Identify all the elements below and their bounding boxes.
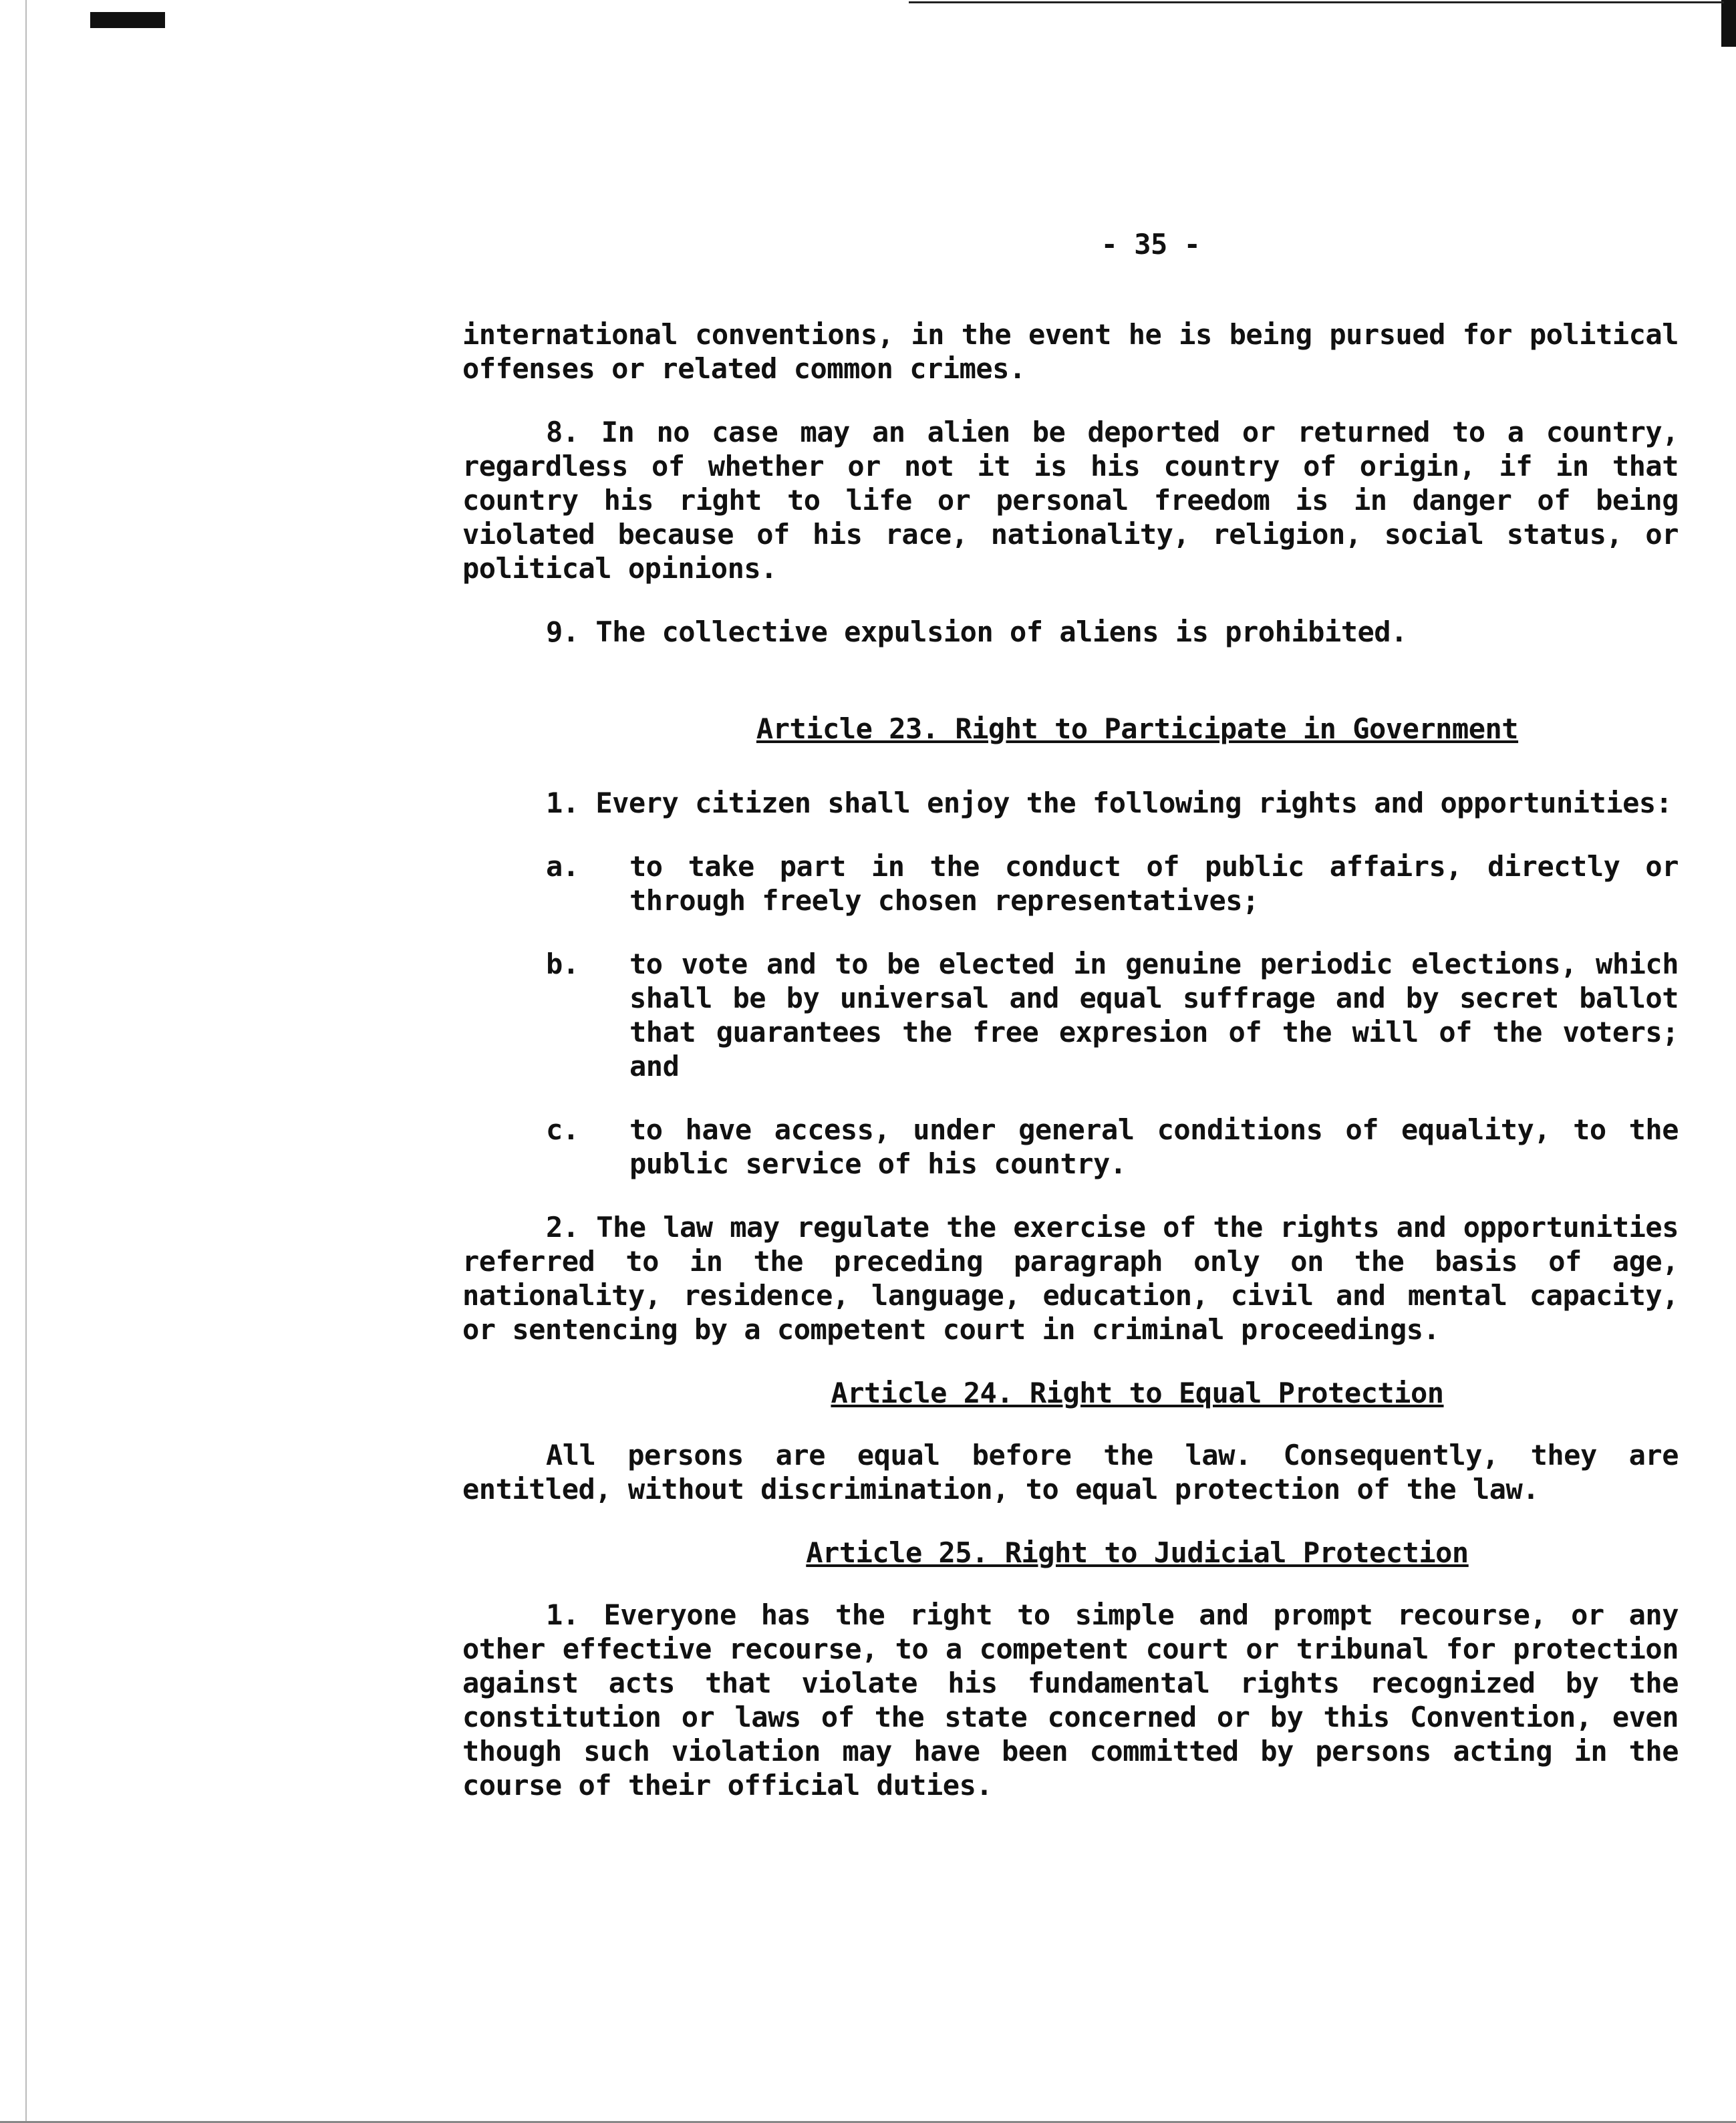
article-25-paragraph-1: 1. Everyone has the right to simple and prompt recourse, or any other effective recourse, to a competent court or tribunal for protection against acts that violate his fundamental rights recognized by the constitution or laws of the state concerned or by this Convention, even though such violation may have been committed by persons acting in the course of their official duties. [462, 1598, 1679, 1802]
list-item-label: c. [546, 1113, 579, 1146]
article-23-paragraph-1: 1. Every citizen shall enjoy the following rights and opportunities: [546, 787, 1673, 819]
article-25-heading: Article 25. Right to Judicial Protection [806, 1536, 1469, 1569]
paragraph-8: 8. In no case may an alien be deported or returned to a country, regardless of whether or not it is his country of origin, if in that country his right to life or personal freedom is in danger of being violated because of his race, nationality, religion, social status, or political opinions. [462, 416, 1679, 585]
list-item-text: to vote and to be elected in genuine periodic elections, which shall be by universal and equal suffrage and by secret ballot that guarantees the free expresion of the will of the voters; and [629, 948, 1679, 1083]
list-item-label: b. [546, 948, 579, 980]
article-23-heading: Article 23. Right to Participate in Government [756, 712, 1519, 745]
list-item [546, 1113, 1679, 1181]
scan-edge [909, 1, 1724, 3]
list-item-text: to take part in the conduct of public affairs, directly or through freely chosen representatives; [629, 850, 1679, 917]
article-24-heading: Article 24. Right to Equal Protection [831, 1377, 1444, 1409]
list-item-label: a. [546, 850, 579, 883]
article-24-paragraph: All persons are equal before the law. Consequently, they are entitled, without discrimination, to equal protection of the law. [462, 1439, 1679, 1506]
paragraph-9: 9. The collective expulsion of aliens is prohibited. [546, 615, 1407, 648]
list-item [546, 947, 1679, 1083]
scan-edge [25, 0, 27, 2123]
document-page [462, 227, 1679, 1832]
article-23-paragraph-2: 2. The law may regulate the exercise of the rights and opportunities referred to in the preceding paragraph only on the basis of age, nationality, residence, language, education, civil and mental capacity, or sentencing by a competent court in criminal proceedings. [462, 1211, 1679, 1346]
paragraph-continued: international conventions, in the event he is being pursued for political offenses or related common crimes. [462, 318, 1679, 385]
scan-mark [1721, 0, 1736, 47]
list-item [546, 849, 1679, 917]
list-item-text: to have access, under general conditions of equality, to the public service of his country. [629, 1113, 1679, 1180]
scan-mark [90, 12, 165, 28]
page-number: - 35 - [1101, 228, 1201, 261]
